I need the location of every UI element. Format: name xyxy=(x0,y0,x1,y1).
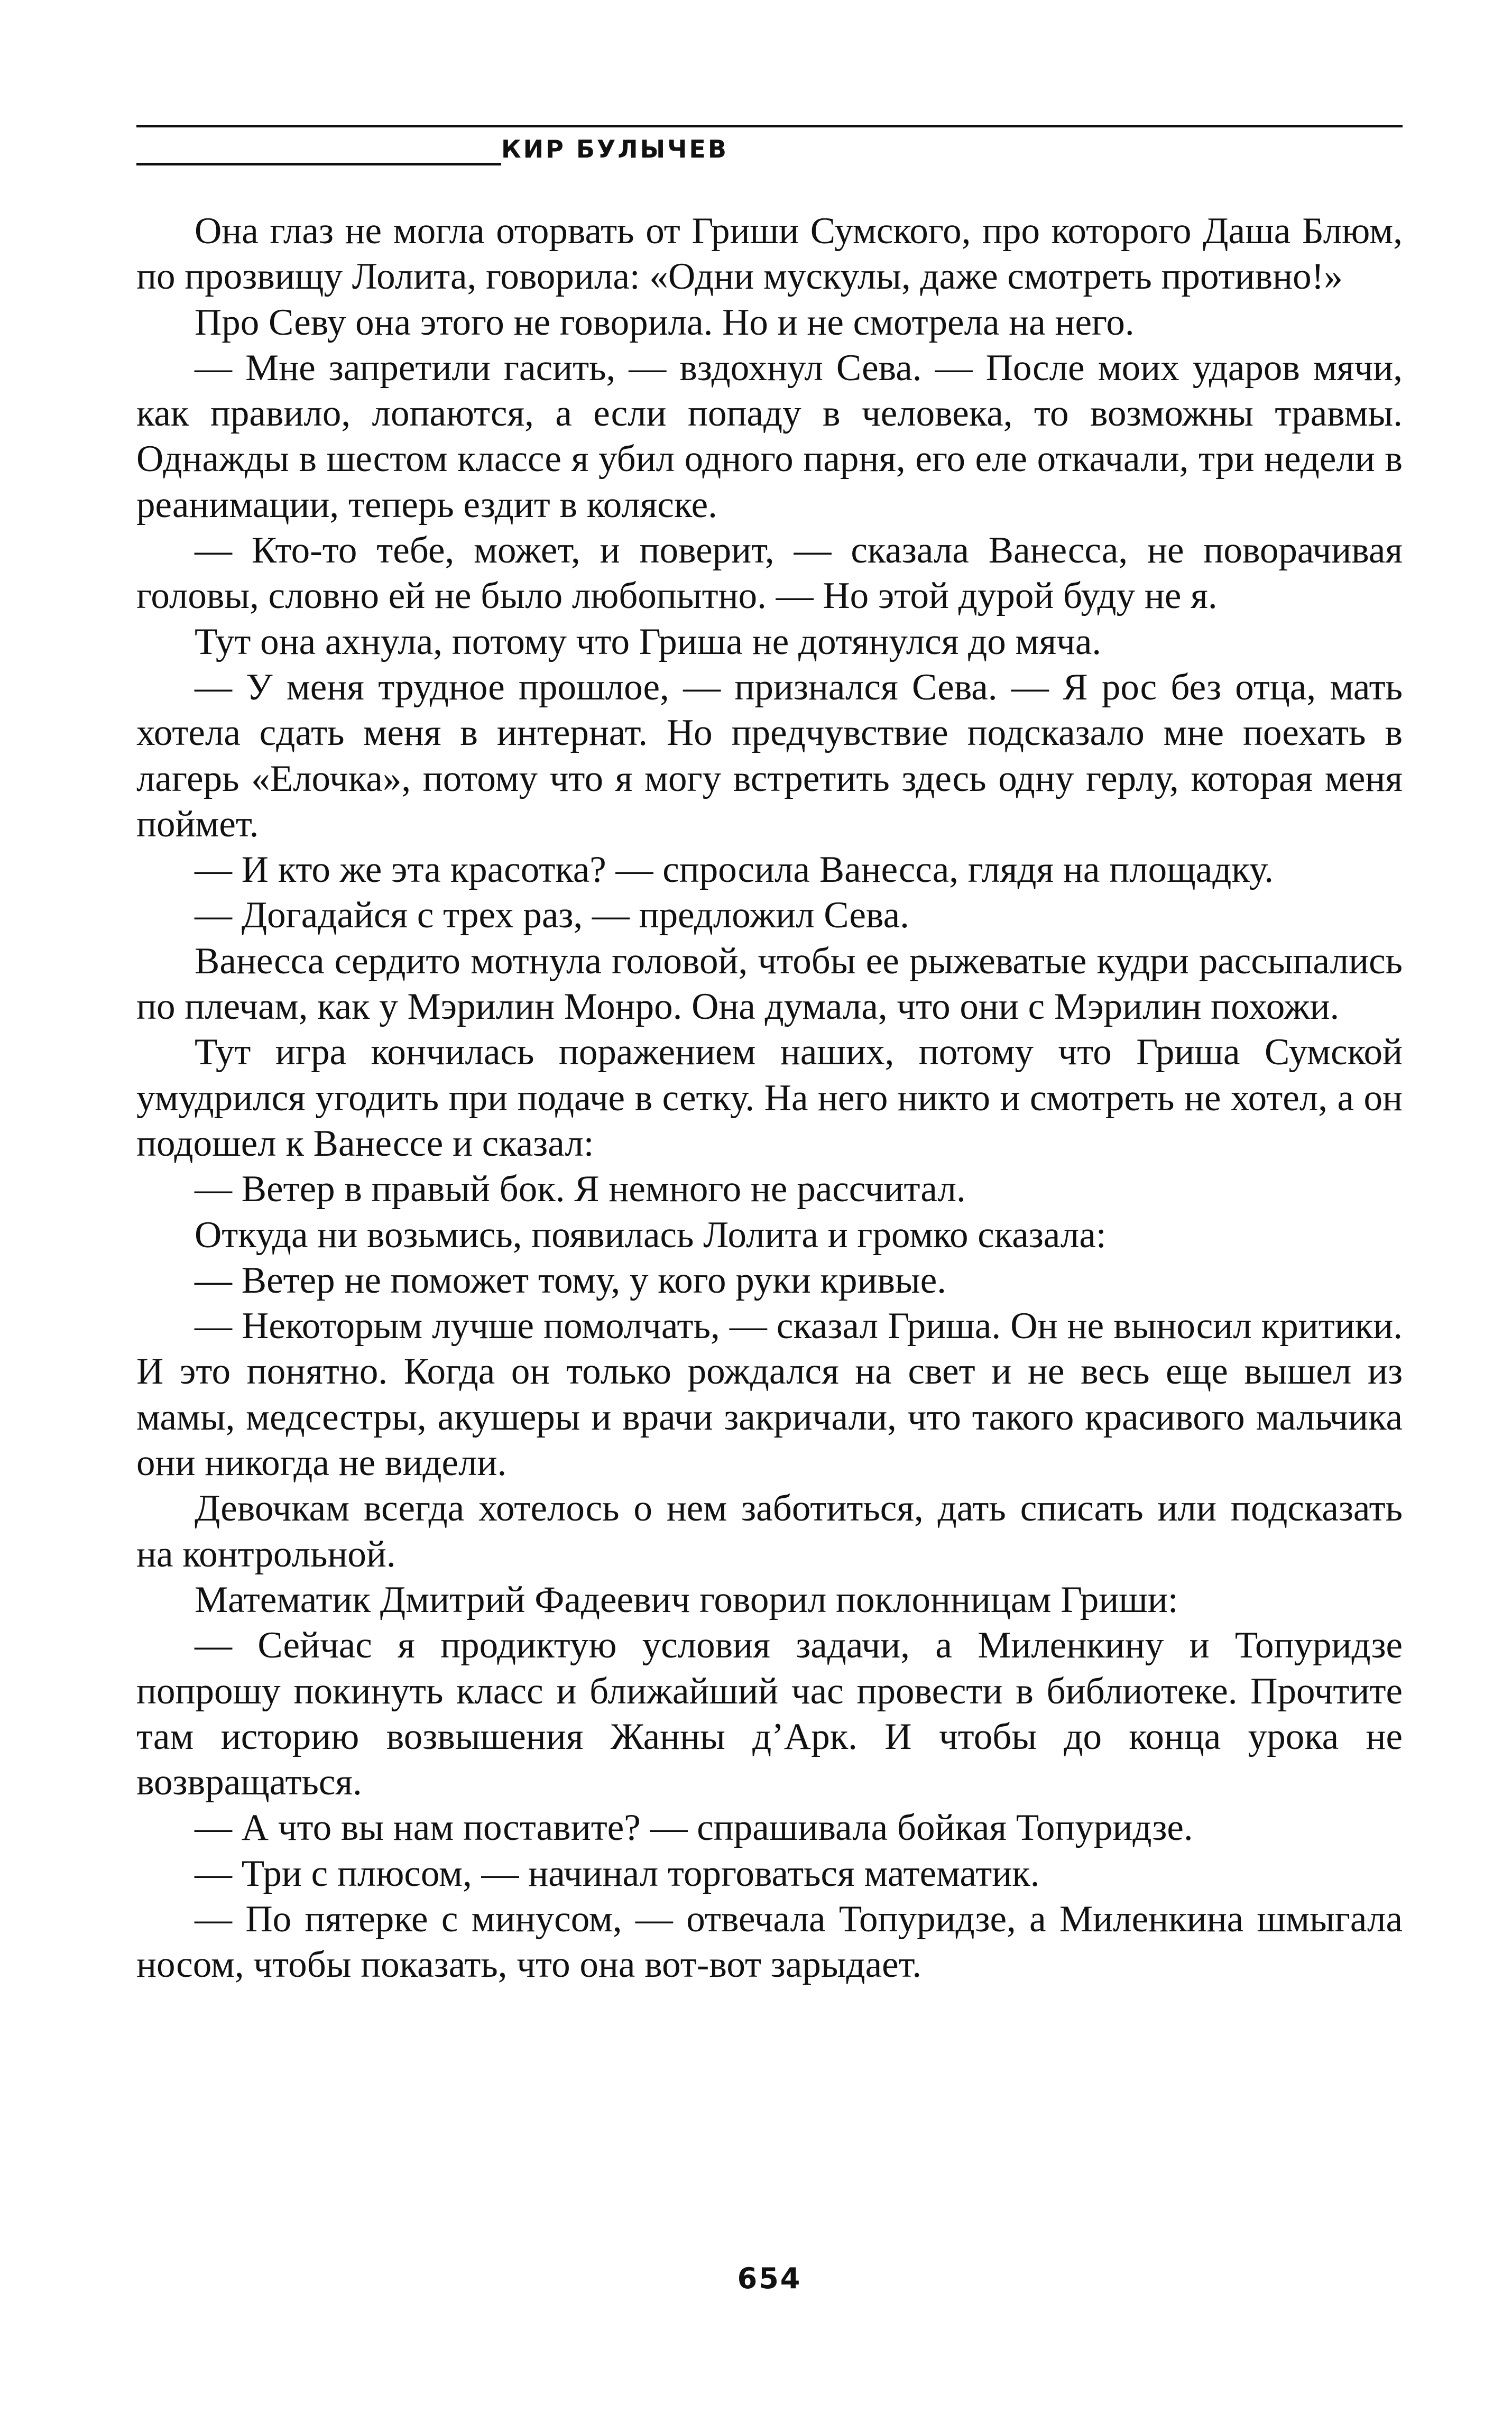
page-number: 654 xyxy=(737,2262,802,2295)
paragraph: Девочкам всегда хотелось о нем заботиться, дать списать или подсказать на контрольной. xyxy=(136,1488,1403,1575)
paragraph: Откуда ни возьмись, появилась Лолита и громко сказала: xyxy=(195,1214,1107,1256)
paragraph: — Мне запретили гасить, — вздохнул Сева. — После моих ударов мячи, как правило, лопаются, а если попаду в человека, то возможны травмы. Однажды в шестом классе я убил одного парня, его еле откачали, три недели в реанимации, теперь ездит в коляске. xyxy=(136,347,1403,526)
paragraph: — И кто же эта красотка? — спросила Ванесса, глядя на площадку. xyxy=(195,849,1274,891)
running-head xyxy=(136,121,1403,169)
header-underline-rule xyxy=(136,163,501,165)
paragraph: Про Севу она этого не говорила. Но и не смотрела на него. xyxy=(195,301,1135,343)
book-page xyxy=(136,121,1403,2415)
paragraph: — Три с плюсом, — начинал торговаться математик. xyxy=(195,1853,1040,1894)
paragraph: — Догадайся с трех раз, — предложил Сева. xyxy=(195,895,909,936)
paragraph: — Сейчас я продиктую условия задачи, а Миленкину и Топуридзе попрошу покинуть класс и ближайший час провести в библиотеке. Прочтите там историю возвышения Жанны д’Арк. И чтобы до конца урока не возвращаться. xyxy=(136,1625,1403,1803)
paragraph: — По пятерке с минусом, — отвечала Топуридзе, а Миленкина шмыгала носом, чтобы показать, что она вот-вот зарыдает. xyxy=(136,1898,1403,1986)
paragraph: — У меня трудное прошлое, — признался Сева. — Я рос без отца, мать хотела сдать меня в интернат. Но предчувствие подсказало мне поехать в лагерь «Елочка», потому что я могу встретить здесь одну герлу, которая меня поймет. xyxy=(136,666,1403,845)
paragraph: Математик Дмитрий Фадеевич говорил поклонницам Гриши: xyxy=(195,1579,1178,1620)
paragraph: — Некоторым лучше помолчать, — сказал Гриша. Он не выносил критики. И это понятно. Когда он только рождался на свет и не весь еще вышел из мамы, медсестры, акушеры и врачи закричали, что такого красивого мальчика они никогда не видели. xyxy=(136,1305,1403,1484)
running-title: КИР БУЛЫЧЕВ xyxy=(501,135,729,163)
paragraph: Тут она ахнула, потому что Гриша не дотянулся до мяча. xyxy=(195,621,1102,662)
header-top-rule xyxy=(136,125,1403,127)
paragraph: Ванесса сердито мотнула головой, чтобы ее рыжеватые кудри рассыпались по плечам, как у Мэрилин Монро. Она думала, что они с Мэрилин похожи. xyxy=(136,940,1403,1028)
paragraph: — Ветер в правый бок. Я немного не рассчитал. xyxy=(195,1168,966,1210)
body-text xyxy=(136,208,1403,1988)
paragraph: — Кто-то тебе, может, и поверит, — сказала Ванесса, не поворачивая головы, словно ей не было любопытно. — Но этой дурой буду не я. xyxy=(136,530,1403,617)
paragraph: Она глаз не могла оторвать от Гриши Сумского, про которого Даша Блюм, по прозвищу Лолита, говорила: «Одни мускулы, даже смотреть противно!» xyxy=(136,210,1403,298)
paragraph: — Ветер не поможет тому, у кого руки кривые. xyxy=(195,1259,946,1301)
paragraph: Тут игра кончилась поражением наших, потому что Гриша Сумской умудрился угодить при подаче в сетку. На него никто и смотреть не хотел, а он подошел к Ванессе и сказал: xyxy=(136,1031,1403,1164)
paragraph: — А что вы нам поставите? — спрашивала бойкая Топуридзе. xyxy=(195,1807,1193,1849)
